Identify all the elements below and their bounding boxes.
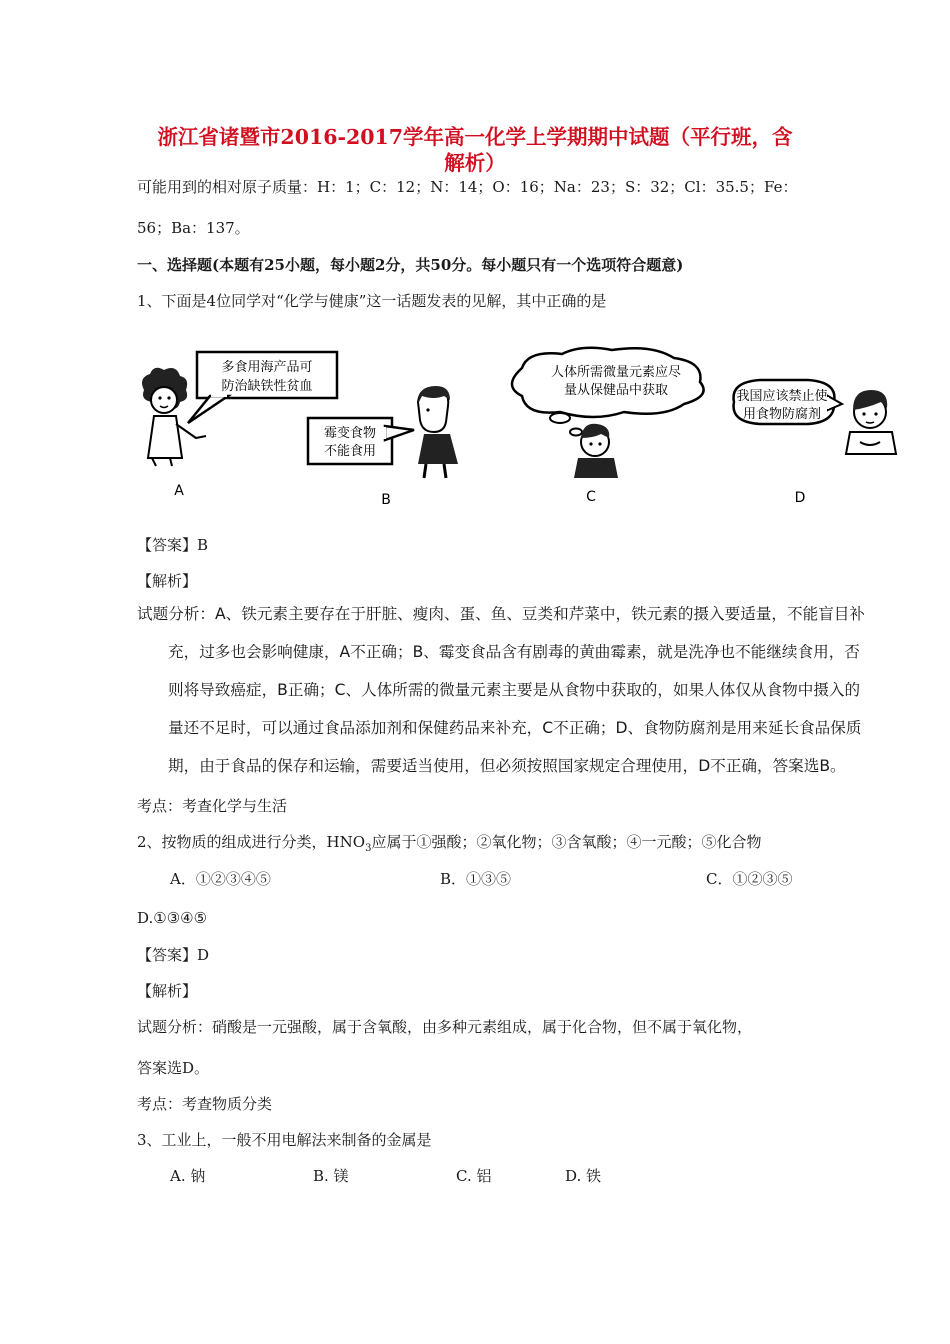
q2-kaodian: 考点：考查物质分类: [137, 1095, 273, 1113]
panel-c-illustration: [512, 348, 704, 478]
q1-analysis-line-2: 充，过多也会影响健康，A不正确；B、霉变食品含有剧毒的黄曲霉素，就是洗净也不能继续食用，否: [168, 643, 860, 661]
q3-option-b: B. 镁: [313, 1167, 349, 1185]
q3-option-d: D. 铁: [565, 1167, 602, 1185]
panel-d-illustration: [734, 380, 896, 454]
q3-option-c: C. 铝: [456, 1167, 492, 1185]
panel-b-bubble-line-2: 不能食用: [323, 444, 377, 459]
panel-c-label: C: [586, 489, 596, 505]
panel-a-label: A: [174, 483, 184, 499]
panel-a-bubble-line-2: 防治缺铁性贫血: [221, 379, 313, 394]
q1-analysis-line-1: 试题分析：A、铁元素主要存在于肝脏、瘦肉、蛋、鱼、豆类和芹菜中，铁元素的摄入要适量，不能盲目补: [137, 605, 865, 623]
q2-option-a: A．①②③④⑤: [170, 870, 271, 888]
document-title-line-1: 浙江省诸暨市2016-2017学年高一化学上学期期中试题（平行班，含: [157, 125, 793, 149]
q3-stem: 3、工业上，一般不用电解法来制备的金属是: [137, 1131, 432, 1149]
q2-option-d: D.①③④⑤: [137, 909, 208, 927]
panel-c-bubble-line-2: 量从保健品中获取: [563, 383, 669, 398]
q2-option-b: B．①③⑤: [440, 870, 512, 888]
panel-c-bubble-line-1: 人体所需微量元素应尽: [550, 365, 682, 380]
q1-analysis-line-4: 量还不足时，可以通过食品添加剂和保健药品来补充，C不正确；D、食物防腐剂是用来延长食品保质: [168, 719, 862, 737]
panel-b-label: B: [381, 492, 391, 508]
q2-option-c: C．①②③⑤: [706, 870, 793, 888]
q2-analysis-label: 【解析】: [137, 982, 198, 1000]
atomic-mass-line-1: 可能用到的相对原子质量：H：1；C：12；N：14；O：16；Na：23；S：32；Cl：35.5；Fe：: [137, 178, 798, 196]
q1-analysis-label: 【解析】: [137, 572, 198, 590]
q2-analysis-line-1: 试题分析：硝酸是一元强酸，属于含氧酸，由多种元素组成，属于化合物，但不属于氧化物，: [137, 1018, 753, 1036]
q2-answer: 【答案】D: [137, 946, 210, 964]
panel-b-bubble-line-1: 霉变食物: [323, 426, 377, 441]
q2-analysis-line-2: 答案选D。: [137, 1059, 210, 1077]
document-title-line-2: 解析）: [444, 151, 506, 175]
q1-kaodian: 考点：考查化学与生活: [137, 797, 288, 815]
panel-d-label: D: [794, 490, 806, 506]
panel-d-bubble-line-2: 用食物防腐剂: [742, 407, 822, 422]
q2-stem: 2、按物质的组成进行分类，$HNO_3$应属于①强酸；②氧化物；③含氧酸；④一元酸；⑤化合物: [137, 833, 762, 854]
q1-analysis-line-5: 期，由于食品的保存和运输，需要适当使用，但必须按照国家规定合理使用，D不正确，答案选B。: [168, 757, 846, 775]
panel-b-illustration: [308, 386, 458, 478]
atomic-mass-line-2: 56；Ba：137。: [137, 219, 250, 237]
q1-analysis-line-3: 则将导致癌症，B正确；C、人体所需的微量元素主要是从食物中获取的，如果人体仅从食物中摄入的: [168, 681, 861, 699]
q1-stem: 1、下面是4位同学对“化学与健康”这一话题发表的见解，其中正确的是: [137, 292, 607, 310]
q1-cartoon-figure: [130, 338, 920, 518]
section-heading: 一、选择题(本题有25小题，每小题2分，共50分。每小题只有一个选项符合题意): [137, 256, 684, 274]
panel-a-bubble-line-1: 多食用海产品可: [221, 360, 313, 375]
q1-answer: 【答案】B: [137, 536, 209, 554]
panel-d-bubble-line-1: 我国应该禁止使: [736, 389, 828, 404]
q3-option-a: A. 钠: [170, 1167, 206, 1185]
